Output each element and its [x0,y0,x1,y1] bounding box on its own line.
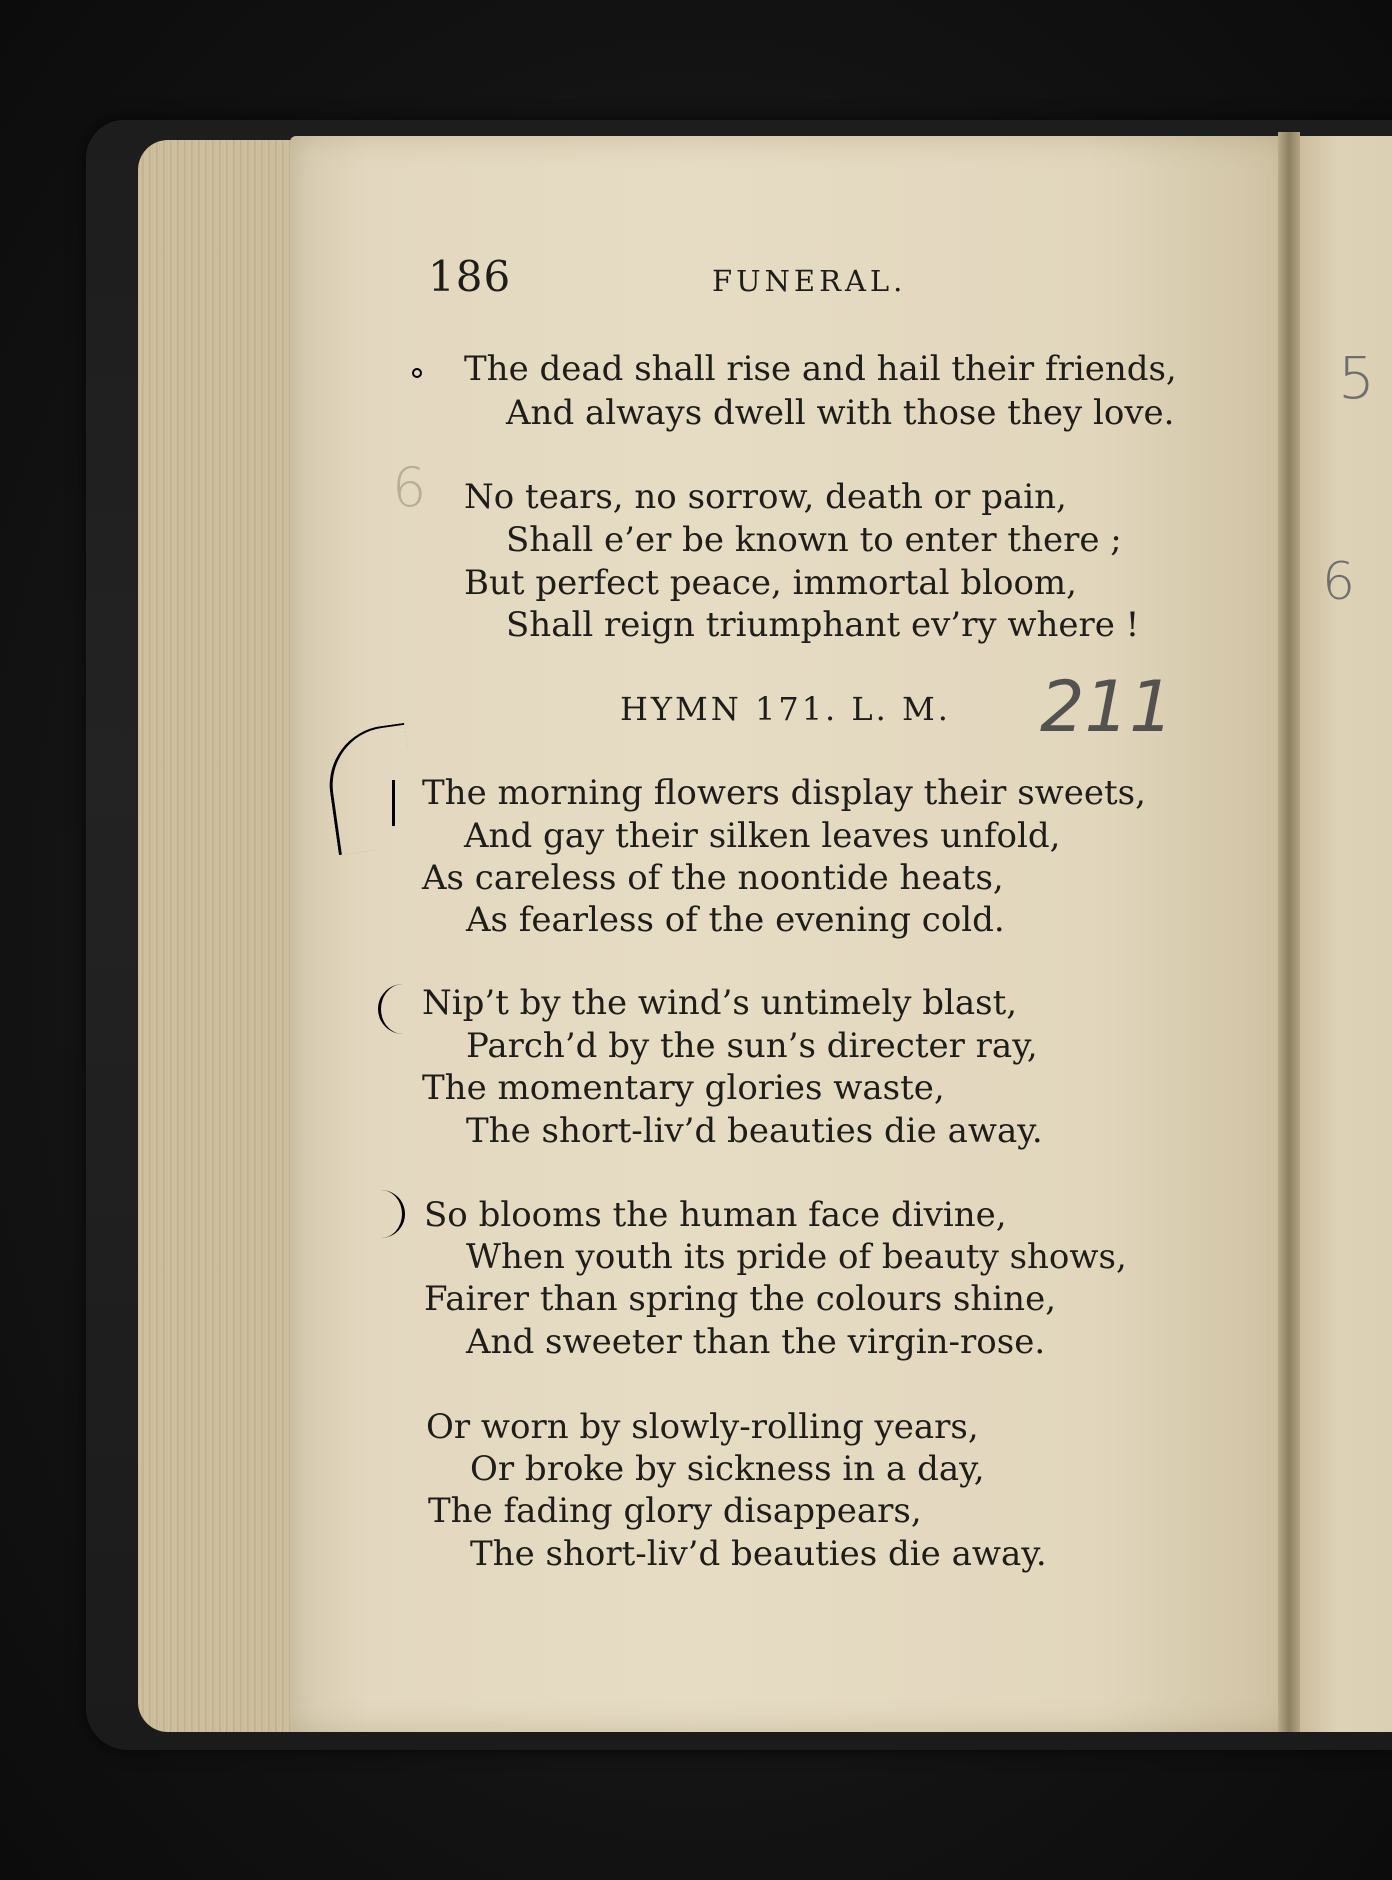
verse-line: Fairer than spring the colours shine, [424,1279,1057,1319]
verse-line: The momentary glories waste, [422,1068,945,1108]
verse-line: As fearless of the evening cold. [466,900,1005,940]
pencil-tick-mark [412,368,422,378]
verse-line: The dead shall rise and hail their friends, [464,349,1177,389]
next-page-pencil-6: 6 [1322,552,1356,612]
verse-line: When youth its pride of beauty shows, [466,1237,1127,1277]
running-head: FUNERAL. [712,264,907,298]
verse-line: No tears, no sorrow, death or pain, [464,477,1067,517]
verse-line: As careless of the noontide heats, [422,858,1004,898]
verse-line: Shall reign triumphant ev’ry where ! [506,605,1140,645]
verse-line: Nip’t by the wind’s untimely blast, [422,983,1018,1023]
verse-line: The short-liv’d beauties die away. [470,1534,1047,1574]
page-number: 186 [428,252,512,301]
verse-line: The short-liv’d beauties die away. [466,1111,1043,1151]
verse-line: The fading glory disappears, [428,1491,922,1531]
verse-line: Parch’d by the sun’s directer ray, [466,1026,1038,1066]
pencil-tick-mark [392,780,395,826]
hymn-title: HYMN 171. L. M. [620,690,951,728]
verse-line: Or broke by sickness in a day, [470,1449,985,1489]
verse-line: And always dwell with those they love. [506,393,1175,433]
verse-line: Shall e’er be known to enter there ; [506,520,1122,560]
verse-line: And gay their silken leaves unfold, [464,816,1061,856]
pencil-margin-6: 6 [392,456,427,519]
next-page-pencil-5: 5 [1338,344,1375,412]
verse-line: And sweeter than the virgin-rose. [466,1322,1046,1362]
pencil-hymn-number: 211 [1040,666,1174,748]
verse-line: The morning flowers display their sweets, [422,773,1146,813]
verse-line: So blooms the human face divine, [424,1195,1007,1235]
verse-line: But perfect peace, immortal bloom, [464,563,1077,603]
verse-line: Or worn by slowly-rolling years, [426,1407,979,1447]
